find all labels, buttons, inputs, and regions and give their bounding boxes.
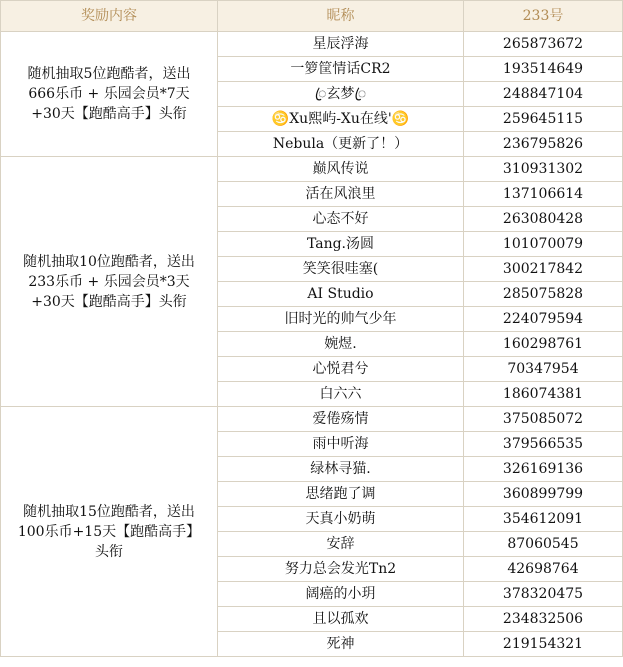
- nickname-cell: 活在风浪里: [218, 182, 464, 207]
- header-reward: 奖励内容: [1, 1, 218, 32]
- table-row: [1, 157, 623, 182]
- id-cell: 87060545: [464, 532, 623, 557]
- nickname-cell: 思绪跑了调: [218, 482, 464, 507]
- reward-line: 666乐币 + 乐园会员*7天: [28, 86, 190, 102]
- id-cell: 326169136: [464, 457, 623, 482]
- nickname-cell: 笑笑很哇塞(: [218, 257, 464, 282]
- nickname-cell: 心悦君兮: [218, 357, 464, 382]
- id-cell: 160298761: [464, 332, 623, 357]
- reward-cell: [1, 32, 218, 157]
- nickname-cell: 阔癌的小玥: [218, 582, 464, 607]
- id-cell: 186074381: [464, 382, 623, 407]
- header-nickname: 昵称: [218, 1, 464, 32]
- reward-line: +30天【跑酷高手】头衔: [31, 293, 187, 310]
- id-cell: 224079594: [464, 307, 623, 332]
- id-cell: 354612091: [464, 507, 623, 532]
- nickname-cell: 死神: [218, 632, 464, 657]
- nickname-cell: 雨中听海: [218, 432, 464, 457]
- nickname-cell: 安辞: [218, 532, 464, 557]
- id-cell: 219154321: [464, 632, 623, 657]
- id-cell: 234832506: [464, 607, 623, 632]
- nickname-cell: 婉煜.: [218, 332, 464, 357]
- id-cell: 375085072: [464, 407, 623, 432]
- id-cell: 193514649: [464, 57, 623, 82]
- nickname-cell: 心态不好: [218, 207, 464, 232]
- nickname-cell: ꦿ玄梦ꦿ: [218, 82, 464, 107]
- table-row: [1, 32, 623, 57]
- id-cell: 379566535: [464, 432, 623, 457]
- nickname-cell: Tang.汤圆: [218, 232, 464, 257]
- reward-line: +30天【跑酷高手】头衔: [31, 106, 187, 122]
- table-row: [1, 407, 623, 432]
- nickname-cell: 白六六: [218, 382, 464, 407]
- id-cell: 300217842: [464, 257, 623, 282]
- reward-line: 随机抽取5位跑酷者，送出: [27, 66, 191, 82]
- id-cell: 259645115: [464, 107, 623, 132]
- nickname-cell: 天真小奶萌: [218, 507, 464, 532]
- id-cell: 42698764: [464, 557, 623, 582]
- nickname-cell: 爱倦殇情: [218, 407, 464, 432]
- header-row: [1, 1, 623, 32]
- id-cell: 248847104: [464, 82, 623, 107]
- reward-cell: [1, 407, 218, 657]
- nickname-cell: 星辰浮海: [218, 32, 464, 57]
- nickname-cell: 努力总会发光Tn2: [218, 557, 464, 582]
- reward-line: 头衔: [95, 543, 123, 560]
- nickname-cell: 绿林寻猫.: [218, 457, 464, 482]
- nickname-cell: 旧时光的帅气少年: [218, 307, 464, 332]
- reward-line: 233乐币 + 乐园会员*3天: [28, 273, 190, 290]
- id-cell: 310931302: [464, 157, 623, 182]
- nickname-cell: Nebula（更新了！）: [218, 132, 464, 157]
- nickname-cell: AI Studio: [218, 282, 464, 307]
- header-id: 233号: [464, 1, 623, 32]
- id-cell: 263080428: [464, 207, 623, 232]
- id-cell: 285075828: [464, 282, 623, 307]
- id-cell: 137106614: [464, 182, 623, 207]
- reward-line: 随机抽取10位跑酷者，送出: [23, 253, 195, 270]
- nickname-cell: 巅风传说: [218, 157, 464, 182]
- id-cell: 70347954: [464, 357, 623, 382]
- id-cell: 236795826: [464, 132, 623, 157]
- nickname-cell: ♋Xu熙屿-Xu在线'♋: [218, 107, 464, 132]
- nickname-cell: 一箩筐情话CR2: [218, 57, 464, 82]
- id-cell: 265873672: [464, 32, 623, 57]
- reward-line: 随机抽取15位跑酷者，送出: [23, 503, 195, 520]
- table-body: [1, 32, 623, 657]
- id-cell: 360899799: [464, 482, 623, 507]
- id-cell: 378320475: [464, 582, 623, 607]
- reward-cell: [1, 157, 218, 407]
- reward-line: 100乐币+15天【跑酷高手】: [17, 523, 201, 540]
- nickname-cell: 且以孤欢: [218, 607, 464, 632]
- id-cell: 101070079: [464, 232, 623, 257]
